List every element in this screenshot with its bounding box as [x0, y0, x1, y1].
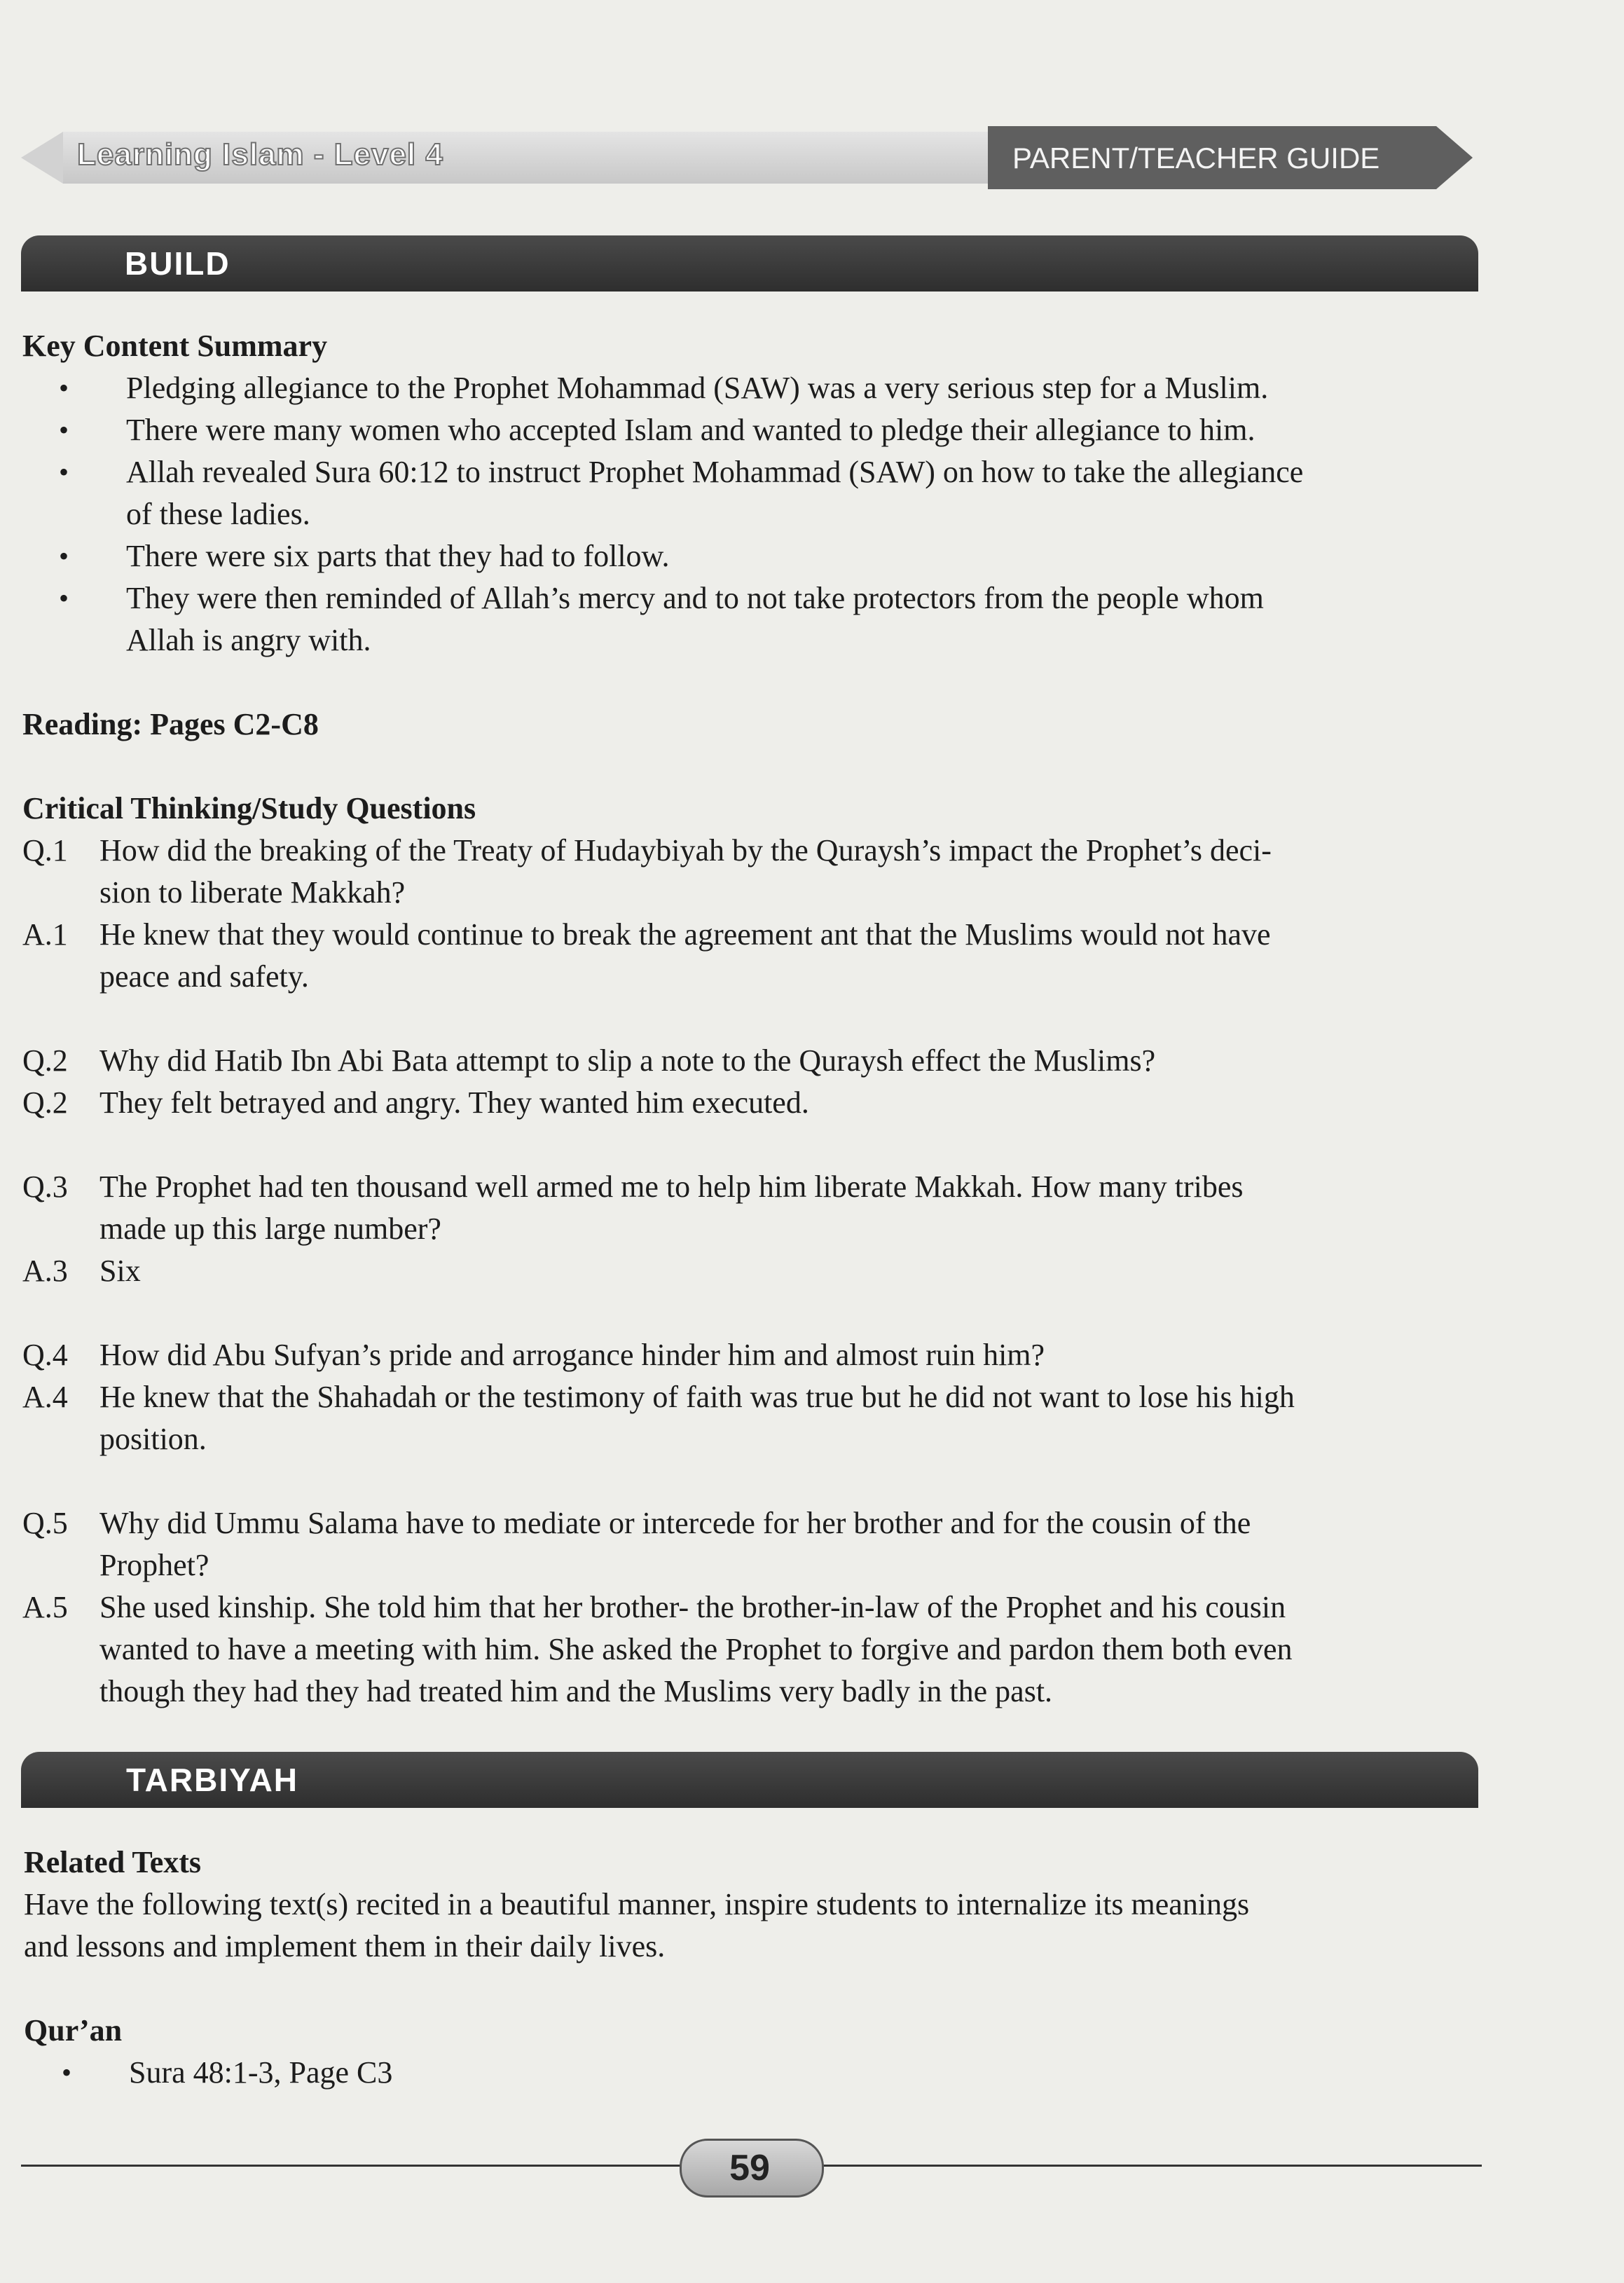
bullet-text-cont: of these ladies.	[126, 497, 310, 531]
bullet-text: Allah revealed Sura 60:12 to instruct Prophet Mohammad (SAW) on how to take the allegiance	[126, 455, 1304, 489]
qa-text: Why did Hatib Ibn Abi Bata attempt to slip a note to the Quraysh effect the Muslims?	[99, 1043, 1156, 1078]
qa-text: They felt betrayed and angry. They wanted him executed.	[99, 1085, 809, 1120]
qa-label: Q.1	[22, 833, 68, 868]
qa-label: Q.5	[22, 1506, 68, 1540]
tarbiyah-section-bar	[21, 1752, 1478, 1808]
qa-text: She used kinship. She told him that her brother- the brother-in-law of the Prophet and his cousin	[99, 1590, 1286, 1624]
bullet-text: There were six parts that they had to follow.	[126, 539, 670, 573]
bullet-dot: •	[59, 540, 69, 572]
qa-text: Six	[99, 1254, 141, 1288]
quran-item: Sura 48:1-3, Page C3	[129, 2055, 393, 2090]
tarbiyah-section-label: TARBIYAH	[126, 1762, 299, 1798]
bullet-dot: •	[62, 2057, 72, 2088]
qa-text-cont: though they had they had treated him and the Muslims very badly in the past.	[99, 1674, 1053, 1708]
qa-text: How did Abu Sufyan’s pride and arrogance hinder him and almost ruin him?	[99, 1338, 1045, 1372]
bullet-dot: •	[59, 456, 69, 488]
qa-text-cont: sion to liberate Makkah?	[99, 875, 406, 910]
header-right-cap	[1436, 126, 1473, 189]
build-section-label: BUILD	[125, 245, 230, 282]
qa-text-cont: wanted to have a meeting with him. She asked the Prophet to forgive and pardon them both even	[99, 1632, 1293, 1666]
qa-label: Q.4	[22, 1338, 68, 1372]
related-texts-intro: Have the following text(s) recited in a beautiful manner, inspire students to internalize its meanings	[24, 1887, 1250, 1921]
page-number-badge	[659, 2139, 841, 2193]
qa-text: How did the breaking of the Treaty of Hudaybiyah by the Quraysh’s impact the Prophet’s deci-	[99, 833, 1272, 868]
bullet-dot: •	[59, 414, 69, 446]
bullet-text-cont: Allah is angry with.	[126, 623, 371, 657]
related-texts-intro-cont: and lessons and implement them in their daily lives.	[24, 1929, 666, 1963]
bullet-text: Pledging allegiance to the Prophet Mohammad (SAW) was a very serious step for a Muslim.	[126, 371, 1269, 405]
qa-text-cont: made up this large number?	[99, 1212, 441, 1246]
page-number: 59	[729, 2148, 770, 2188]
quran-heading: Qur’an	[24, 2013, 123, 2048]
bullet-text: There were many women who accepted Islam and wanted to pledge their allegiance to him.	[126, 413, 1255, 447]
related-texts-heading: Related Texts	[24, 1845, 201, 1879]
bullet-dot: •	[59, 582, 69, 614]
qa-label: Q.2	[22, 1043, 68, 1078]
qa-text-cont: peace and safety.	[99, 959, 309, 994]
qa-label: Q.3	[22, 1170, 68, 1204]
qa-label: A.4	[22, 1380, 68, 1414]
qa-text: Why did Ummu Salama have to mediate or intercede for her brother and for the cousin of the	[99, 1506, 1251, 1540]
page-header-banner	[21, 126, 1478, 189]
questions-heading: Critical Thinking/Study Questions	[22, 791, 476, 825]
build-section-bar	[21, 235, 1478, 292]
bullet-text: They were then reminded of Allah’s mercy and to not take protectors from the people whom	[126, 581, 1264, 615]
guide-label: PARENT/TEACHER GUIDE	[1012, 142, 1380, 174]
qa-label: A.1	[22, 917, 68, 952]
bullet-dot: •	[59, 372, 69, 404]
qa-label: Q.2	[22, 1085, 68, 1120]
qa-text: He knew that the Shahadah or the testimony of faith was true but he did not want to lose his high	[99, 1380, 1295, 1414]
qa-label: A.3	[22, 1254, 68, 1288]
qa-text: The Prophet had ten thousand well armed me to help him liberate Makkah. How many tribes	[99, 1170, 1244, 1204]
reading-pages: Reading: Pages C2-C8	[22, 707, 319, 741]
qa-text-cont: position.	[99, 1422, 207, 1456]
key-content-heading: Key Content Summary	[22, 329, 328, 363]
qa-text: He knew that they would continue to break the agreement ant that the Muslims would not have	[99, 917, 1271, 952]
qa-label: A.5	[22, 1590, 68, 1624]
book-title: Learning Islam - Level 4	[77, 137, 443, 172]
qa-text-cont: Prophet?	[99, 1548, 209, 1582]
header-left-cap	[21, 132, 63, 184]
